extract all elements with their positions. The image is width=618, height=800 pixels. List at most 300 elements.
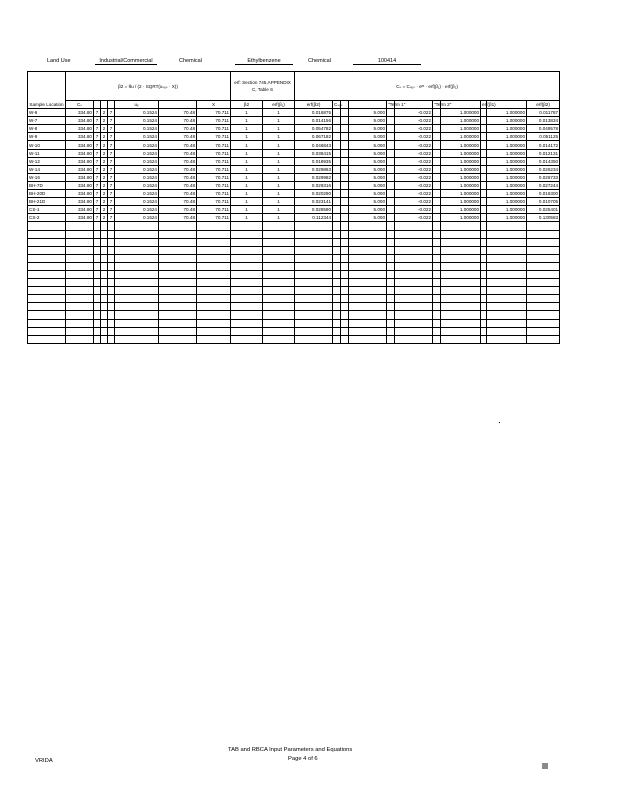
cell-empty [527,327,560,335]
cell-spacer [333,206,341,214]
cell-c: 7 [108,181,115,189]
cell-e1: 1 [231,165,263,173]
cell-empty [28,238,66,246]
cell-empty [197,222,231,230]
cell-empty [341,311,349,319]
cell-empty [295,230,333,238]
cell-empty [263,262,295,270]
cell-empty [108,335,115,343]
cell-a: 7 [94,109,101,117]
cell-loc: W-16 [28,173,66,181]
cell-empty [333,327,341,335]
cell-empty [295,246,333,254]
cell-empty [101,230,108,238]
cell-f1: 1.000000 [441,190,481,198]
cell-u: 0.1524 [115,181,159,189]
cell-empty [395,303,433,311]
cell-a: 7 [94,157,101,165]
cell-u: 0.1524 [115,109,159,117]
table-row [28,125,560,133]
blank-row [28,295,560,303]
cell-empty [94,246,101,254]
cell-f1: 1.000000 [441,149,481,157]
cell-empty [159,262,197,270]
cell-empty [527,262,560,270]
cell-cs: 0.038415 [295,149,333,157]
cell-empty [159,311,197,319]
cell-empty [197,319,231,327]
cell-t2: -0.022 [395,190,433,198]
cell-loc: W-9 [28,133,66,141]
cell-t1: 5.000 [349,141,387,149]
cell-empty [387,311,395,319]
cell-e2: 1 [263,149,295,157]
cell-spacer [433,109,441,117]
cell-empty [433,327,441,335]
cell-empty [66,270,94,278]
cell-empty [433,246,441,254]
cell-u: 0.1524 [115,165,159,173]
cell-spacer [333,165,341,173]
cell-x: 70.48 [159,173,197,181]
cell-empty [395,270,433,278]
cell-cs: 0.020290 [295,190,333,198]
cell-empty [94,311,101,319]
cell-empty [341,287,349,295]
cell-spacer [433,214,441,222]
cell-empty [487,262,527,270]
cell-f1: 1.000000 [441,214,481,222]
cell-empty [433,303,441,311]
cell-empty [28,335,66,343]
cell-spacer [387,149,395,157]
cell-f1: 1.000000 [441,141,481,149]
cell-empty [101,262,108,270]
cell-x: 70.48 [159,125,197,133]
column-label: erf(β2) [527,101,560,109]
cell-empty [108,230,115,238]
cell-f1: 1.000000 [441,125,481,133]
cell-f1: 1.000000 [441,165,481,173]
cell-empty [333,287,341,295]
column-label: uₓ [115,101,159,109]
cell-empty [341,303,349,311]
cell-empty [333,262,341,270]
cell-f2: 1.000000 [487,117,527,125]
column-label: "Term 1" [388,102,406,108]
cell-u: 0.1524 [115,198,159,206]
cell-b: 2 [101,214,108,222]
cell-f2: 1.000000 [487,109,527,117]
cell-empty [349,230,387,238]
cell-f2: 1.000000 [487,206,527,214]
cell-t2: -0.022 [395,181,433,189]
cell-empty [66,319,94,327]
table-row [28,133,560,141]
cell-cs: 0.112344 [295,214,333,222]
cell-spacer [433,206,441,214]
cell-empty [441,327,481,335]
cell-cx: 0.027244 [527,181,560,189]
cell-empty [108,270,115,278]
cell-x: 70.48 [159,141,197,149]
cell-empty [101,295,108,303]
cell-f1: 1.000000 [441,157,481,165]
cell-empty [487,327,527,335]
cell-spacer [333,117,341,125]
footer-title: TAB and RBCA Input Parameters and Equations [228,747,353,753]
cell-spacer [341,198,349,206]
cell-spacer [387,181,395,189]
cell-empty [441,254,481,262]
cell-empty [349,222,387,230]
cell-c0: 334.80 [66,125,94,133]
cell-c: 7 [108,165,115,173]
cell-empty [159,270,197,278]
cell-e1: 1 [231,117,263,125]
cell-e2: 1 [263,125,295,133]
cell-empty [28,262,66,270]
cell-a: 7 [94,125,101,133]
cell-spacer [433,165,441,173]
cell-c0: 334.80 [66,149,94,157]
cell-empty [295,295,333,303]
cell-empty [159,303,197,311]
cell-a: 7 [94,141,101,149]
cell-empty [101,311,108,319]
cell-empty [159,287,197,295]
cell-empty [441,222,481,230]
cell-empty [159,327,197,335]
cell-c: 7 [108,190,115,198]
cell-empty [231,238,263,246]
cell-empty [66,230,94,238]
cell-empty [387,287,395,295]
cell-empty [108,311,115,319]
cell-empty [441,319,481,327]
cell-c0: 334.80 [66,157,94,165]
table-row [28,173,560,181]
cell-c0: 334.80 [66,141,94,149]
cell-a: 7 [94,206,101,214]
cell-empty [28,230,66,238]
cell-empty [197,238,231,246]
cell-f2: 1.000000 [487,133,527,141]
cell-empty [231,270,263,278]
cell-empty [349,295,387,303]
cell-c0: 334.80 [66,133,94,141]
cell-empty [231,327,263,335]
cell-empty [349,287,387,295]
cell-empty [433,279,441,287]
cell-empty [433,230,441,238]
cell-empty [487,279,527,287]
cell-empty [263,222,295,230]
cell-empty [341,327,349,335]
cell-t1: 5.000 [349,206,387,214]
cell-b: 2 [101,133,108,141]
cell-empty [395,295,433,303]
cell-spacer [387,133,395,141]
cell-spacer [333,141,341,149]
cell-empty [159,254,197,262]
cell-empty [94,303,101,311]
cell-empty [159,335,197,343]
blank-row [28,319,560,327]
cell-t2: -0.022 [395,173,433,181]
cell-spacer [387,117,395,125]
cell-empty [433,254,441,262]
cell-empty [527,222,560,230]
cell-empty [115,246,159,254]
cell-empty [197,246,231,254]
cell-empty [115,303,159,311]
cell-f1: 1.000000 [441,206,481,214]
cell-x: 70.48 [159,206,197,214]
cell-f2: 1.000000 [487,141,527,149]
cell-f2: 1.000000 [487,125,527,133]
cell-empty [341,319,349,327]
cell-empty [66,262,94,270]
cell-spacer [341,141,349,149]
cell-empty [433,222,441,230]
cell-e2: 1 [263,206,295,214]
cell-empty [527,279,560,287]
column-label: erf(β2) [295,101,333,109]
blank-row [28,279,560,287]
cell-a: 7 [94,173,101,181]
blank-row [28,287,560,295]
cell-b2: 70.711 [197,173,231,181]
cell-spacer [333,125,341,133]
cell-empty [441,262,481,270]
cell-empty [159,295,197,303]
cell-empty [159,238,197,246]
cell-b: 2 [101,198,108,206]
cell-empty [115,270,159,278]
cell-empty [433,311,441,319]
cell-spacer [341,181,349,189]
cell-empty [197,287,231,295]
cell-empty [295,311,333,319]
cell-empty [395,230,433,238]
cell-empty [387,254,395,262]
cell-empty [263,319,295,327]
cell-a: 7 [94,181,101,189]
cell-empty [108,303,115,311]
cell-empty [108,254,115,262]
cell-empty [231,262,263,270]
cell-empty [441,287,481,295]
cell-spacer [433,173,441,181]
column-label [159,101,197,109]
cell-empty [333,279,341,287]
cell-empty [263,238,295,246]
cell-empty [101,246,108,254]
cell-empty [527,295,560,303]
stray-dot [499,422,500,423]
cell-empty [108,287,115,295]
cell-empty [94,295,101,303]
cell-cx: 0.025401 [527,206,560,214]
cell-empty [387,335,395,343]
cell-empty [433,319,441,327]
cell-empty [487,295,527,303]
cell-spacer [333,181,341,189]
cell-e1: 1 [231,181,263,189]
cell-empty [159,222,197,230]
cell-empty [108,295,115,303]
cell-empty [66,295,94,303]
cell-empty [441,238,481,246]
cell-u: 0.1524 [115,206,159,214]
cell-empty [115,295,159,303]
cell-x: 70.48 [159,109,197,117]
cell-spacer [341,117,349,125]
cell-empty [94,319,101,327]
cell-empty [108,262,115,270]
cell-t2: -0.022 [395,214,433,222]
cell-empty [441,270,481,278]
cell-empty [263,230,295,238]
cell-spacer [433,141,441,149]
cell-empty [231,295,263,303]
cell-f2: 1.000000 [487,181,527,189]
cell-empty [349,270,387,278]
cell-spacer [433,117,441,125]
cell-empty [433,335,441,343]
cell-loc: BH-21D [28,198,66,206]
cell-e1: 1 [231,198,263,206]
cell-empty [441,335,481,343]
cell-empty [115,222,159,230]
cell-empty [231,230,263,238]
table-row [28,141,560,149]
cell-empty [487,335,527,343]
blank-row [28,254,560,262]
cell-c0: 334.80 [66,109,94,117]
cell-empty [395,335,433,343]
cell-t1: 5.000 [349,109,387,117]
table-row [28,190,560,198]
cell-b2: 70.711 [197,149,231,157]
cell-x: 70.48 [159,214,197,222]
cell-empty [197,262,231,270]
cell-spacer [387,109,395,117]
cell-empty [527,311,560,319]
cell-empty [115,327,159,335]
cell-empty [395,222,433,230]
cell-empty [487,246,527,254]
cell-empty [333,335,341,343]
cas-label: Chemical [308,58,331,64]
cell-empty [101,303,108,311]
chemical-value: Ethylbenzene [235,58,293,65]
cell-c0: 334.80 [66,165,94,173]
cell-empty [263,254,295,262]
cell-u: 0.1524 [115,149,159,157]
cell-empty [101,238,108,246]
cell-cs: 0.029316 [295,181,333,189]
cell-empty [341,295,349,303]
cell-spacer [341,109,349,117]
cell-empty [101,319,108,327]
cell-empty [197,279,231,287]
cell-e1: 1 [231,157,263,165]
cell-c: 7 [108,141,115,149]
cell-empty [101,327,108,335]
cell-e2: 1 [263,117,295,125]
cell-empty [441,303,481,311]
cell-b: 2 [101,165,108,173]
cell-empty [349,303,387,311]
cell-spacer [333,214,341,222]
cell-empty [487,222,527,230]
cell-t1: 5.000 [349,173,387,181]
cell-loc: W-10 [28,141,66,149]
cell-loc: W-11 [28,149,66,157]
cell-empty [263,270,295,278]
cell-empty [433,262,441,270]
cell-t2: -0.022 [395,125,433,133]
cell-loc: CS-1 [28,206,66,214]
cell-empty [387,270,395,278]
cell-empty [231,335,263,343]
cell-empty [115,319,159,327]
cell-empty [28,295,66,303]
cell-spacer [387,125,395,133]
cell-empty [66,311,94,319]
cell-c: 7 [108,109,115,117]
cell-t1: 5.000 [349,133,387,141]
cell-empty [28,287,66,295]
cell-a: 7 [94,165,101,173]
cell-spacer [341,165,349,173]
column-label [101,101,108,109]
cell-empty [197,311,231,319]
cell-c: 7 [108,214,115,222]
cell-empty [433,295,441,303]
cell-empty [28,246,66,254]
cell-empty [231,287,263,295]
land-use-value: Industrial/Commercial [95,58,157,65]
chemical-label: Chemical [179,58,202,64]
cell-e2: 1 [263,165,295,173]
cell-empty [28,327,66,335]
cell-u: 0.1524 [115,157,159,165]
cell-f2: 1.000000 [487,165,527,173]
cell-e2: 1 [263,214,295,222]
cell-f2: 1.000000 [487,157,527,165]
cell-spacer [333,157,341,165]
cell-f2: 1.000000 [487,173,527,181]
cell-a: 7 [94,117,101,125]
cell-e2: 1 [263,141,295,149]
cell-empty [295,327,333,335]
cell-spacer [341,149,349,157]
cell-f1: 1.000000 [441,173,481,181]
cell-empty [395,311,433,319]
cell-empty [66,287,94,295]
cell-empty [333,230,341,238]
cell-empty [527,246,560,254]
cell-empty [197,335,231,343]
cell-c: 7 [108,133,115,141]
table-row [28,206,560,214]
column-label: Cₛᵤₛ [334,102,343,108]
cell-empty [231,319,263,327]
cell-t2: -0.022 [395,198,433,206]
